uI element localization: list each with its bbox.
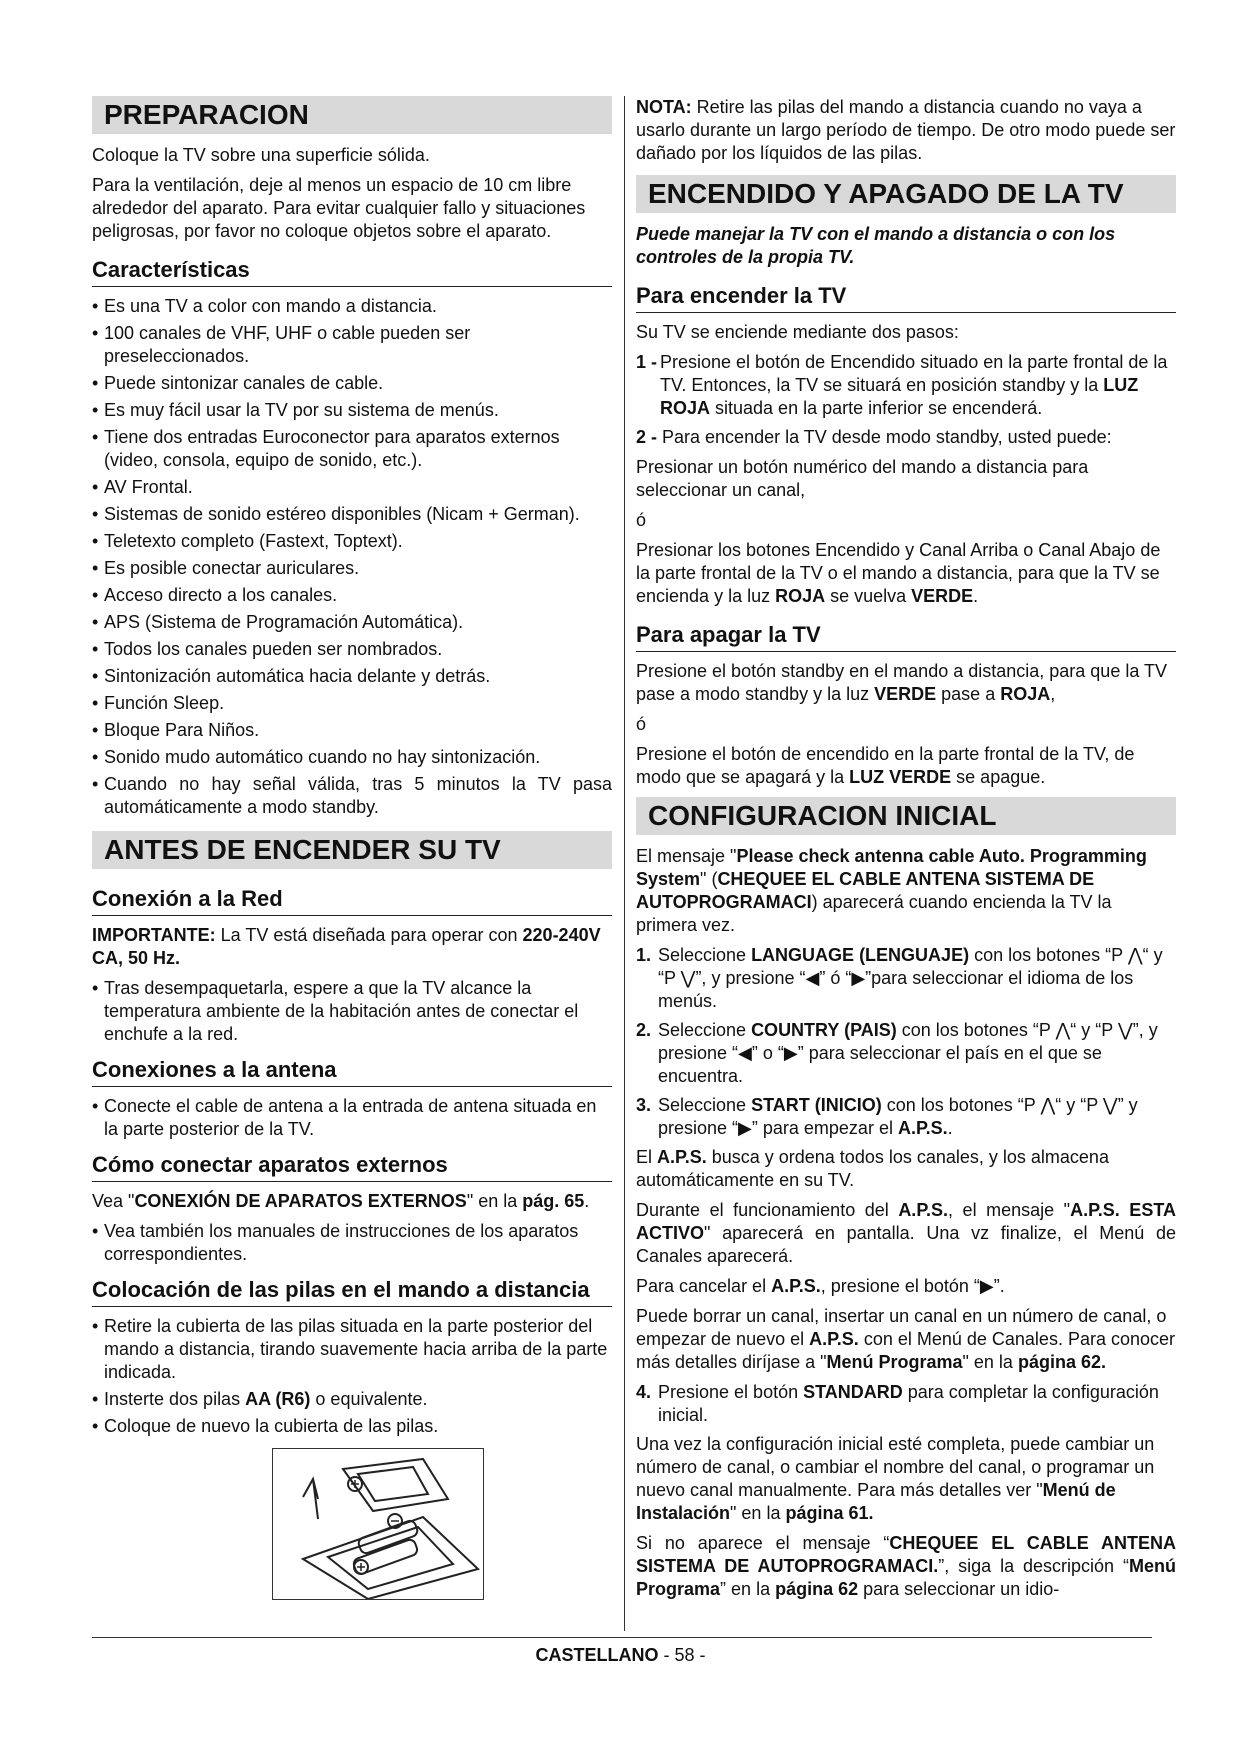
page-reference: página 61. — [785, 1503, 874, 1523]
encender-step-2 — [636, 426, 1176, 449]
text-span: El — [636, 1147, 658, 1167]
heading-para-apagar: Para apagar la TV — [636, 615, 1176, 652]
or-text: ó — [636, 714, 647, 734]
text-span: Durante el funcionamiento del — [636, 1200, 899, 1220]
text-span: situada en la parte inferior se encenderá. — [710, 398, 1043, 418]
battery-type: AA (R6) — [245, 1389, 311, 1409]
voltage-spec: 220-240V CA, 50 Hz. — [92, 925, 601, 968]
apagar-paragraph-1 — [636, 660, 1176, 706]
externos-list — [92, 1220, 612, 1266]
text-span: . — [947, 1118, 953, 1138]
text-span: busca y ordena todos los canales, y los almacena automáticamente en su TV. — [636, 1147, 1109, 1190]
text-span: El mensaje " — [636, 846, 737, 866]
list-item: • Coloque de nuevo la cubierta de las pilas. — [92, 1415, 612, 1438]
list-item: • Es una TV a color con mando a distancia. — [92, 295, 612, 318]
text-span: se vuelva — [825, 586, 912, 606]
bold-span: A.P.S. — [898, 1200, 949, 1220]
list-item: • Sistemas de sonido estéreo disponibles (Nicam + German). — [92, 503, 612, 526]
bold-span: A.P.S. — [771, 1276, 821, 1296]
bold-span: CHEQUEE EL CABLE ANTENA SISTEMA DE AUTOPROGRAMACI. — [636, 1533, 1176, 1576]
bold-span: ROJA — [775, 586, 826, 606]
heading-para-encender: Para encender la TV — [636, 276, 1176, 313]
red-important — [92, 924, 612, 970]
heading-preparacion: PREPARACION — [92, 96, 612, 134]
bold-span: LUZ ROJA — [660, 375, 1139, 418]
list-item: • Conecte el cable de antena a la entrada de antena situada en la parte posterior de la TV. — [92, 1095, 612, 1141]
page-footer — [0, 1645, 1241, 1666]
bold-span: Menú Programa — [636, 1556, 1176, 1599]
list-item: • Cuando no hay señal válida, tras 5 minutos la TV pasa automáticamente a modo standby. — [92, 773, 612, 819]
page-number: - 58 - — [658, 1645, 706, 1665]
list-item — [92, 1388, 612, 1411]
encender-intro: Su TV se enciende mediante dos pasos: — [636, 322, 959, 342]
text-span: " en la — [730, 1503, 786, 1523]
config-step-1 — [636, 944, 1176, 1013]
heading-conexion-red: Conexión a la Red — [92, 879, 612, 916]
text-span: , el mensaje " — [948, 1200, 1071, 1220]
text-span: Si no aparece el mensaje “ — [636, 1533, 890, 1553]
red-list — [92, 977, 612, 1046]
bold-span: A.P.S. — [657, 1147, 707, 1167]
list-item: • Puede sintonizar canales de cable. — [92, 372, 612, 395]
list-item: • APS (Sistema de Programación Automática). — [92, 611, 612, 634]
list-item: • AV Frontal. — [92, 476, 612, 499]
text-span: ”, siga la descripción “ — [938, 1556, 1129, 1576]
externos-paragraph — [92, 1190, 612, 1213]
list-item: • 100 canales de VHF, UHF o cable pueden ser preseleccionados. — [92, 322, 612, 368]
page-reference: página 62 — [775, 1579, 859, 1599]
text-span: con los botones “P ⋀“ y “P ⋁”, y presione “◀” o “▶” para seleccionar el país en el que se encuentra. — [658, 1020, 1158, 1086]
bold-span: A.P.S. — [897, 1118, 948, 1138]
config-paragraph-7 — [636, 1532, 1176, 1601]
step-number: 1 - — [636, 352, 658, 372]
text-span: con los botones “P ⋀“ y “P ⋁”, y presione “◀” ó “▶”para seleccionar el idioma de los menús. — [658, 945, 1163, 1011]
step-number: 3. — [636, 1095, 652, 1115]
text-span: Seleccione — [658, 945, 752, 965]
text-span: . — [584, 1191, 590, 1211]
step-number: 2. — [636, 1020, 652, 1040]
or-text: ó — [636, 510, 647, 530]
text-span: Puede borrar un canal, insertar un canal en un número de canal, o empezar de nuevo el — [636, 1306, 1167, 1349]
left-column — [92, 96, 612, 1600]
text-span: con los botones “P ⋀“ y “P ⋁” y presione “▶” para empezar el — [658, 1095, 1138, 1138]
bold-span: A.P.S. — [809, 1329, 859, 1349]
bold-span: VERDE — [874, 684, 937, 704]
page-reference: página 62. — [1017, 1352, 1106, 1372]
bold-span: ROJA — [1000, 684, 1051, 704]
text-span: , — [1050, 684, 1056, 704]
text-span: ) aparecerá cuando encienda la TV la primera vez. — [636, 892, 1112, 935]
bold-span: VERDE — [911, 586, 974, 606]
nota-text: Retire las pilas del mando a distancia cuando no vaya a usarlo durante un largo período de tiempo. De otro modo puede ser dañado por los líquidos de las pilas. — [636, 97, 1176, 163]
heading-antes-de-encender: ANTES DE ENCENDER SU TV — [92, 831, 612, 869]
bold-span: Menú Programa — [826, 1352, 963, 1372]
nota-label: NOTA: — [636, 97, 692, 117]
text-span: o equivalente. — [310, 1389, 428, 1409]
text-span: Presione el botón de encendido en la parte frontal de la TV, de modo que se apagará y la — [636, 744, 1135, 787]
text-span: . — [973, 586, 979, 606]
text-span: " ( — [700, 869, 718, 889]
heading-aparatos-externos: Cómo conectar aparatos externos — [92, 1145, 612, 1182]
column-divider — [624, 96, 625, 1631]
list-item: • Teletexto completo (Fastext, Toptext). — [92, 530, 612, 553]
encender-step-1 — [636, 351, 1176, 420]
heading-conexiones-antena: Conexiones a la antena — [92, 1050, 612, 1087]
text-span: ” en la — [720, 1579, 776, 1599]
text-span: Seleccione — [658, 1020, 752, 1040]
text-span: Vea " — [92, 1191, 135, 1211]
config-step-3 — [636, 1094, 1176, 1140]
config-paragraph-1 — [636, 845, 1176, 937]
config-paragraph-3 — [636, 1199, 1176, 1268]
apagar-paragraph-2 — [636, 743, 1176, 789]
list-item: • Sonido mudo automático cuando no hay sintonización. — [92, 746, 612, 769]
text-span: Insterte dos pilas — [104, 1389, 246, 1409]
features-list — [92, 295, 612, 819]
bold-span: Please check antenna cable Auto. Programming System — [636, 846, 1147, 889]
text-span: Presione el botón standby en el mando a distancia, para que la TV pase a modo standby y la luz — [636, 661, 1168, 704]
right-column — [636, 96, 1176, 1608]
encender-option-2 — [636, 539, 1176, 608]
text-span: para seleccionar un idio- — [858, 1579, 1060, 1599]
text-span: con el Menú de Canales. Para conocer más detalles diríjase a " — [636, 1329, 1175, 1372]
text-span: " en la — [962, 1352, 1018, 1372]
footer-rule — [92, 1637, 1152, 1638]
config-step-2 — [636, 1019, 1176, 1088]
step-number: 1. — [636, 945, 652, 965]
heading-configuracion-inicial: CONFIGURACION INICIAL — [636, 797, 1176, 835]
bold-span: Menú de Instalación — [636, 1480, 1116, 1523]
remote-battery-illustration — [272, 1448, 484, 1600]
text-span: Presione el botón — [658, 1382, 804, 1402]
text-span: Para cancelar el — [636, 1276, 772, 1296]
bold-span: COUNTRY (PAIS) — [751, 1020, 897, 1040]
heading-pilas: Colocación de las pilas en el mando a distancia — [92, 1270, 612, 1307]
encender-option-1: Presionar un botón numérico del mando a distancia para seleccionar un canal, — [636, 457, 1089, 500]
remote-battery-icon — [273, 1449, 483, 1599]
text-span: Presione el botón de Encendido situado en la parte frontal de la TV. Entonces, la TV se situará en posición standby y la — [660, 352, 1168, 395]
page-reference: pág. 65 — [522, 1191, 585, 1211]
config-paragraph-5 — [636, 1305, 1176, 1374]
bold-span: LANGUAGE (LENGUAJE) — [751, 945, 970, 965]
prep-paragraph-1: Coloque la TV sobre una superficie sólida. — [92, 145, 430, 165]
intro-paragraph: Puede manejar la TV con el mando a distancia o con los controles de la propia TV. — [636, 224, 1116, 267]
important-text: La TV está diseñada para operar con — [215, 925, 523, 945]
text-span: " aparecerá en pantalla. Una vz finalize, el Menú de Canales aparecerá. — [636, 1223, 1176, 1266]
list-item: • Acceso directo a los canales. — [92, 584, 612, 607]
text-span: " en la — [466, 1191, 523, 1211]
prep-paragraph-2: Para la ventilación, deje al menos un espacio de 10 cm libre alrededor del aparato. Para evitar cualquier fallo y situaciones peligrosas, por favor no coloque objetos sobre el aparato. — [92, 175, 586, 241]
heading-caracteristicas: Características — [92, 250, 612, 287]
step-number: 4. — [636, 1382, 652, 1402]
text-span: Seleccione — [658, 1095, 752, 1115]
list-item: • Es muy fácil usar la TV por su sistema de menús. — [92, 399, 612, 422]
bold-span: CONEXIÓN DE APARATOS EXTERNOS — [134, 1191, 467, 1211]
text-span: , presione el botón “▶”. — [820, 1276, 1005, 1296]
bold-span: START (INICIO) — [751, 1095, 882, 1115]
config-paragraph-4 — [636, 1275, 1176, 1298]
footer-language: CASTELLANO — [535, 1645, 659, 1665]
text-span: Presionar los botones Encendido y Canal Arriba o Canal Abajo de la parte frontal de la TV o el mando a distancia, para que la TV se encienda y la luz — [636, 540, 1161, 606]
text-span: pase a — [936, 684, 1001, 704]
pilas-list — [92, 1315, 612, 1438]
heading-encendido-apagado: ENCENDIDO Y APAGADO DE LA TV — [636, 175, 1176, 213]
config-paragraph-2 — [636, 1146, 1176, 1192]
list-item: • Tras desempaquetarla, espere a que la TV alcance la temperatura ambiente de la habitación antes de conectar el enchufe a la red. — [92, 977, 612, 1046]
antena-list — [92, 1095, 612, 1141]
text-span: Una vez la configuración inicial esté completa, puede cambiar un número de canal, o cambiar el nombre del canal, o programar un nuevo canal manualmente. Para más detalles ver " — [636, 1434, 1155, 1500]
text-span: Para encender la TV desde modo standby, usted puede: — [657, 427, 1112, 447]
list-item: • Retire la cubierta de las pilas situada en la parte posterior del mando a distancia, tirando suavemente hacia arriba de la parte indicada. — [92, 1315, 612, 1384]
nota-paragraph — [636, 96, 1176, 165]
list-item: • Función Sleep. — [92, 692, 612, 715]
list-item: • Bloque Para Niños. — [92, 719, 612, 742]
step-number: 2 - — [636, 427, 658, 447]
list-item: • Es posible conectar auriculares. — [92, 557, 612, 580]
list-item: • Tiene dos entradas Euroconector para aparatos externos (video, consola, equipo de sonido, etc.). — [92, 426, 612, 472]
list-item: • Sintonización automática hacia delante y detrás. — [92, 665, 612, 688]
bold-span: CHEQUEE EL CABLE ANTENA SISTEMA DE AUTOPROGRAMACI — [636, 869, 1095, 912]
important-label: IMPORTANTE: — [92, 925, 216, 945]
text-span: se apague. — [951, 767, 1046, 787]
bold-span: STANDARD — [803, 1382, 903, 1402]
config-step-4 — [636, 1381, 1176, 1427]
text-span: para completar la configuración inicial. — [658, 1382, 1159, 1425]
config-paragraph-6 — [636, 1433, 1176, 1525]
list-item: • Vea también los manuales de instrucciones de los aparatos correspondientes. — [92, 1220, 612, 1266]
bold-span: A.P.S. ESTA ACTIVO — [636, 1200, 1176, 1243]
list-item: • Todos los canales pueden ser nombrados. — [92, 638, 612, 661]
bold-span: LUZ VERDE — [849, 767, 952, 787]
